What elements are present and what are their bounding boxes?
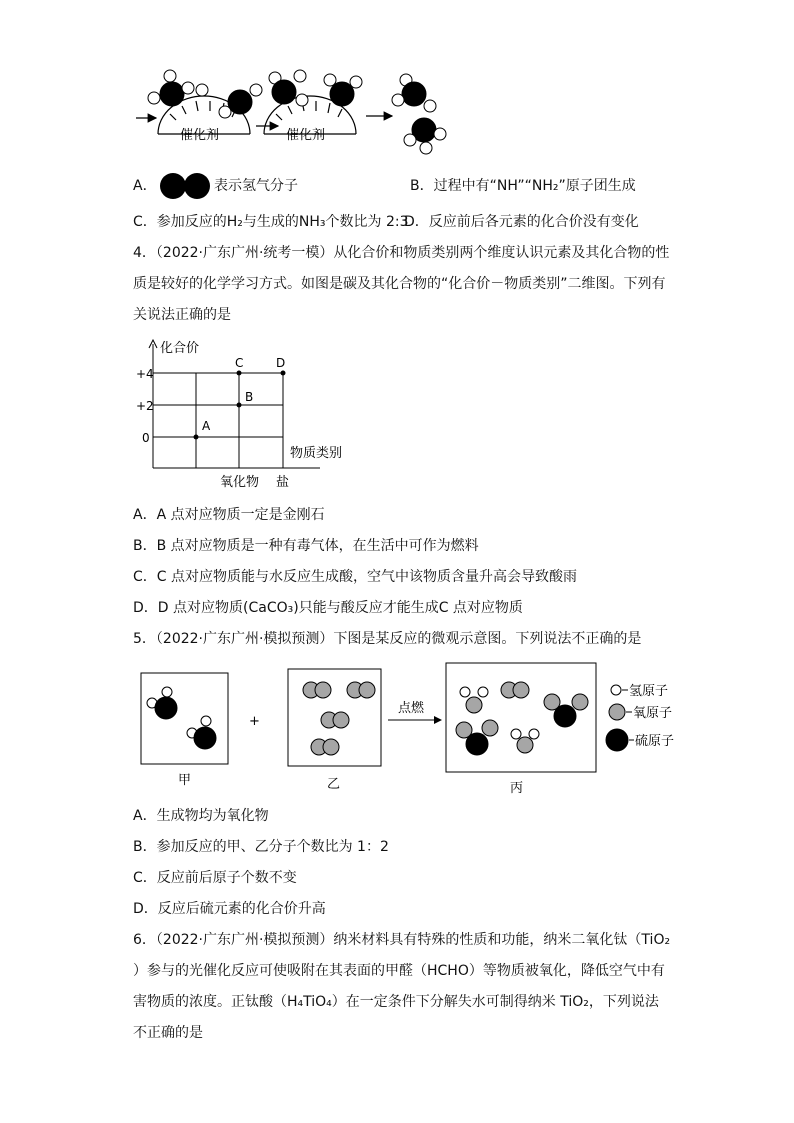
q5-option-c: C．反应前后原子个数不变: [133, 870, 297, 886]
y-tick-plus2: +2: [136, 399, 154, 413]
valence-category-graph: [130, 336, 360, 496]
q4-stem-line2: 质是较好的化学学习方式。如图是碳及其化合物的“化合价－物质类别”二维图。下列有: [133, 276, 666, 292]
ignition-condition: 点燃: [398, 701, 425, 716]
q6-line1: 6．（2022·广东广州·模拟预测）纳米材料具有特殊的性质和功能，纳米二氧化钛（TiO₂: [133, 932, 671, 948]
q4-stem-line3: 关说法正确的是: [133, 307, 231, 323]
y-tick-plus4: +4: [136, 367, 154, 381]
point-c: [237, 371, 242, 376]
catalyst-label-2: 催化剂: [286, 128, 326, 143]
point-c-label: C: [235, 356, 244, 370]
q4-option-b: B．B 点对应物质是一种有毒气体，在生活中可作为燃料: [133, 538, 479, 554]
q6-line2: ）参与的光催化反应可使吸附在其表面的甲醛（HCHO）等物质被氧化，降低空气中有: [133, 963, 665, 979]
q3-option-a-text: 表示氢气分子: [214, 178, 298, 194]
q4-option-a: A．A 点对应物质一定是金刚石: [133, 507, 325, 523]
box-label-jia: 甲: [178, 773, 192, 788]
point-d: [281, 371, 286, 376]
q5-option-a: A．生成物均为氧化物: [133, 808, 269, 824]
q3-option-a-letter: A．: [133, 178, 157, 194]
y-axis-label: 化合价: [160, 341, 200, 356]
q4-stem-line1: 4．（2022·广东广州·统考一模）从化合价和物质类别两个维度认识元素及其化合物的性: [133, 245, 670, 261]
q4-option-c: C．C 点对应物质能与水反应生成酸，空气中该物质含量升高会导致酸雨: [133, 569, 577, 585]
q3-option-b: B．过程中有“NH”“NH₂”原子团生成: [410, 178, 636, 194]
q5-option-d: D．反应后硫元素的化合价升高: [133, 901, 326, 917]
hydrogen-molecule-icon: [158, 171, 212, 201]
box-label-yi: 乙: [327, 777, 341, 792]
point-b: [237, 403, 242, 408]
box-label-bing: 丙: [510, 781, 524, 796]
catalyst-reaction-figure: [130, 66, 460, 158]
legend-sulfur: 硫原子: [635, 734, 675, 749]
q3-option-c: C．参加反应的H₂与生成的NH₃个数比为 2:3: [133, 214, 409, 230]
q6-line3: 害物质的浓度。正钛酸（H₄TiO₄）在一定条件下分解失水可制得纳米 TiO₂，下列说法: [133, 994, 659, 1010]
q3-option-d: D．反应前后各元素的化合价没有变化: [404, 214, 639, 230]
legend-hydrogen: 氢原子: [629, 684, 669, 699]
q3-option-a: [133, 177, 157, 195]
reaction-micro-diagram: [136, 660, 696, 800]
point-a-label: A: [202, 419, 211, 433]
point-d-label: D: [276, 356, 286, 370]
catalyst-label-1: 催化剂: [180, 128, 220, 143]
q5-stem: 5．（2022·广东广州·模拟预测）下图是某反应的微观示意图。下列说法不正确的是: [133, 631, 642, 647]
x-category-salt: 盐: [276, 475, 290, 490]
point-b-label: B: [245, 390, 254, 404]
y-tick-zero: 0: [142, 431, 150, 445]
q6-line4: 不正确的是: [133, 1025, 203, 1041]
point-a: [194, 435, 199, 440]
x-axis-label: 物质类别: [290, 446, 343, 461]
x-category-oxide: 氧化物: [220, 475, 260, 490]
legend-oxygen: 氧原子: [633, 706, 673, 721]
q5-option-b: B．参加反应的甲、乙分子个数比为 1：2: [133, 839, 389, 855]
q4-option-d: D．D 点对应物质(CaCO₃)只能与酸反应才能生成C 点对应物质: [133, 600, 523, 616]
plus-sign: +: [249, 714, 260, 729]
